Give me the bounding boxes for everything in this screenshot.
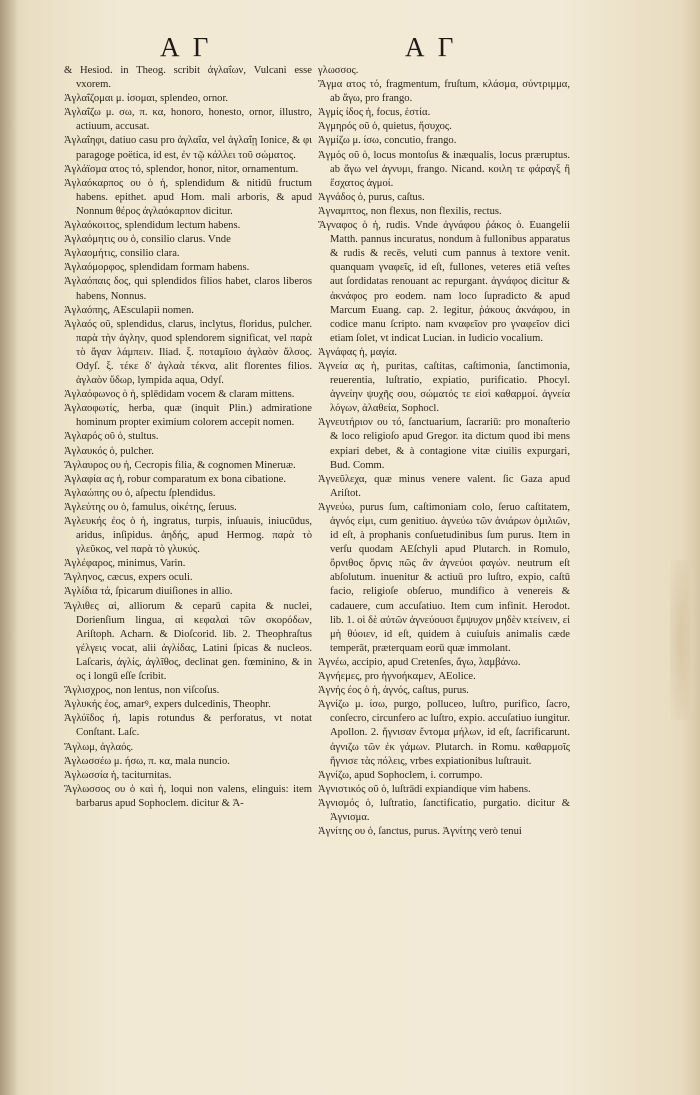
dictionary-entry: Ἀγνήεμες, pro ἠγνοήκαμεν, AEolice. [318,671,476,683]
dictionary-entry: Ἀγλευκής ἐος ὁ ἡ, ingratus, turpis, inſuauis, iniucūdus, aridus, inſipidus. ἀηδής, apud Hermog. παρὰ τὸ γλεῦκος, vel παρὰ τὸ γλυκύς. [64,516,312,556]
dictionary-entry: Ἀγλαυκός ὁ, pulcher. [64,445,154,457]
dictionary-entry: γλωσσος. [318,65,359,76]
dictionary-entry: Ἀγνάφας ἡ, μαγία. [318,346,397,358]
dictionary-entry: Ἀγλαός οῦ, splendidus, clarus, inclytus, floridus, pulcher. παρὰ τὴν ἀγλην, quod splendorem significat, vel παρὰ τὸ ἄγαν λάμπειν. Iliad. ξ. ποταμῖοιο ἀγλαὸν ἄλσος. Odyſ. ξ. τέκε δ' ἀγλαὰ τέκνα, alit florentes filios. ἀγλαὸν ὕδωρ, lympida aqua, Odyſ. [64,318,312,387]
dictionary-entry: Ἀγλαώπης ου ὁ, aſpectu ſplendidus. [64,487,216,499]
dictionary-entry: Ἀγλύϊδος ἡ, lapis rotundus & perforatus, vt notat Conſtant. Laſc. [64,713,312,739]
dictionary-entry: Ἄγμα ατος τό, fragmentum, fruſtum, κλάσμα, σύντριμμα, ab ἄγω, pro frango. [318,79,570,105]
page-gutter-shadow [0,0,18,1095]
dictionary-entry: Ἀγλίδια τά, ſpicarum diuiſiones in allio. [64,586,233,598]
dictionary-entry: Ἀγλάϊσμα ατος τό, splendor, honor, nitor, ornamentum. [64,163,299,175]
dictionary-entry: Ἄγλαυρος ου ἡ, Cecropis filia, & cognomen Mineruæ. [64,459,296,471]
right-running-header: Α Γ [405,32,458,62]
dictionary-entry: Ἄγληνος, cæcus, expers oculi. [64,572,193,584]
dictionary-entry: Ἀγλυκής ἐος, amarꝰ, expers dulcedinis, Theophr. [64,699,271,711]
dictionary-entry: Ἀγνέω, accipio, apud Cretenſes, ἄγω, λαμβάνω. [318,656,521,668]
dictionary-entry: Ἀγμίζω μ. ίσω, concutio, frango. [318,135,457,147]
dictionary-entry: Ἀγλαόκοιτος, splendidum lectum habens. [64,220,241,232]
dictionary-entry: Ἄγλωσσος ου ὁ καὶ ἡ, loqui non valens, elinguis: item barbarus apud Sophoclem. dicitur & Ἀ- [64,783,312,809]
dictionary-entry: Ἀγνίζω, apud Sophoclem, i. corrumpo. [318,769,483,781]
dictionary-entry: Ἄγλιθες αἱ, alliorum & ceparū capita & nuclei, Dorienſium lingua, αἱ κεφαλαὶ τῶν σκορόδων, Ariſtoph. Acharn. & Dioſcorid. lib. 2. Theophraſtus γέλγεις vocat, alii ἀγλίδας, Latini ſpicas & nucleos. Laſcaris, ἀγλίς, ἀγλῖθος, declinat gen. fœminino, & in ος i longū eſſe ſcribit. [64,600,312,683]
dictionary-entry: Ἀγνεία ας ἡ, puritas, caſtitas, caſtimonia, ſanctimonia, reuerentia, luſtratio, expiatio, purificatio. Phocyl. ἁγνείην ψυχῆς σου, σώματός τε εἰσὶ καθαρμοί. ἀγνεία λόγων, ἀλαθεία, Sophocl. [318,360,570,415]
right-column [318,64,570,839]
dictionary-entry: Ἀγμηρός οῦ ὁ, quietus, ἥσυχος. [318,121,452,133]
dictionary-entry: Ἀγλαομήτις, consilio clara. [64,248,180,260]
dictionary-entry: Ἀγλαόπης, AEsculapii nomen. [64,304,194,316]
dictionary-entry: Ἀγνάδος ὁ, purus, caſtus. [318,191,425,203]
dictionary-entry: Ἀγλαόφωνος ὁ ἡ, splēdidam vocem & claram mittens. [64,389,295,401]
dictionary-entry: Ἀγμός οῦ ὁ, locus montoſus & inæqualis, locus præruptus. ab ἄγω vel ἀγνυμι, frango. Nicand. κοιλη τε φάραγξ ἢ ἔσχατος ἀγμοί. [318,149,570,189]
dictionary-entry: Ἀγλαΐζω μ. σω, π. κα, honoro, honesto, ornor, illustro, actiuum, accusat. [64,107,312,133]
dictionary-entry: Ἀγναμπτος, non flexus, non flexilis, rectus. [318,205,502,217]
paper-stain [670,560,690,720]
dictionary-entry: Ἀγλαρός οῦ ὁ, stultus. [64,431,159,443]
dictionary-entry: Ἀγλωσσέω μ. ήσω, π. κα, mala nuncio. [64,755,230,767]
left-running-header: Α Γ [160,32,213,62]
dictionary-entry: Ἀγνίτης ου ὁ, ſanctus, purus. Ἀγνίτης verò tenui [318,826,522,838]
dictionary-entry: Ἄγλισχρος, non lentus, non viſcoſus. [64,685,220,697]
dictionary-entry: Ἀγλαόμορφος, splendidam formam habens. [64,262,250,274]
dictionary-entry: Ἀγλεύτης ου ὁ, famulus, οἰκέτης, ſeruus. [64,501,237,513]
dictionary-entry: Ἀγμίς ίδος ἡ, focus, ἑστία. [318,107,431,119]
dictionary-entry: Ἄγλωμ, ἀγλαός. [64,741,134,753]
left-column [64,64,312,811]
dictionary-entry: Ἀγλαΐζομαι μ. ίσομαι, splendeo, ornor. [64,93,229,105]
dictionary-entry: Ἀγνίζω μ. ίσω, purgo, polluceo, luſtro, purifico, ſacro, conſecro, circunfero ac luſtro, expio. accuſatiuo iungitur. Apollon. 2. ἥγνισαν ἔντομα μήλων, id eſt, ſacrificarunt. ἀγνιζω τῶν ἐκ γάμων. Plutarch. in Romu. καθαρμοῖς ἥγνισε τὰς πόλεις, vrbes expiationibus luſtrauit. [318,699,570,767]
dictionary-entry: Ἀγνεύω, purus ſum, caſtimoniam colo, ſeruo caſtitatem, ἁγνός εἰμι, cum genitiuo. ἁγνεύω τῶν ἀνιάρων ὁμιλιῶν, id eſt, à prophanis conſuetudinibus ſum purus. Item in verſu quodam AEſchyli apud Plutarch. in Romulo, ὄρνιθος ὄρνις πῶς ἂν ἁγνεύοι φαγών. neutrum eſt abſolutum. inuenitur & actiuū pro luſtro, expio, caſtū facio, religioſe obſeruo, mundifico à venereis & cadauere, cum accuſatiuo. Item cum infinit. Herodot. lib. 1. οἱ δὲ αὐτῶν ἀγνεύουσι ἔμψυχον μηδὲν κτείνειν, εἰ μὴ θύοιεν, id eſt, quidem à cuiuſuis animalis cæde temperāt, præterquam eorū quæ immolant. [318,501,570,654]
dictionary-entry: Ἀγλαόκαρπος ου ὁ ἡ, splendidum & nitidū fructum habens. epithet. apud Hom. mali arboris, & apud Nonnum θέρος ἀγλαόκαρπον dicitur. [64,177,312,217]
dictionary-entry: & Hesiod. in Theog. scribit ἀγλαΐων, Vulcani esse vxorem. [64,65,312,91]
dictionary-entry: Ἀγνευτήριον ου τό, ſanctuarium, ſacrariū: pro monaſterio & loco religioſo apud Gregor. ita dictum quod ibi mens expiari debet, & à contagione vitæ ciuilis expurgari, Bud. Comm. [318,417,570,471]
dictionary-entry: Ἀγνισμός ὁ, luſtratio, ſanctificatio, purgatio. dicitur & Ἀγνισμα. [318,797,570,823]
dictionary-entry: Ἀγνιστικός οῦ ὁ, luſtrādi expiandique vim habens. [318,783,531,795]
dictionary-entry: Ἀγλαόπαις δος, qui splendidos filios habet, claros liberos habens, Nonnus. [64,276,312,302]
dictionary-entry: Ἀγνεῦλεχα, quæ minus venere valent. ſic Gaza apud Ariſtot. [318,473,570,499]
dictionary-entry: Ἀγλαόμητις ου ὁ, consilio clarus. Vnde [64,234,231,246]
dictionary-entry: Ἀγλωσσία ἡ, taciturnitas. [64,769,172,781]
dictionary-entry: Ἄγναφος ὁ ἡ, rudis. Vnde ἀγνάφου ῥάκος ὁ. Euangelii Matth. pannus incuratus, nondum à fullonibus apparatus & rudis & recēs, veluti cum pannus à textore venit. quanquam γναφεῖς, id eſt, fullones, veteres etiā veſtes aut ſordidatas renouant ac repurgant. ἀγνάφος dicitur & ἀκνάφος pro eodem. nam loco ſupradicto & apud Marcum Euang. cap. 2. legitur, ῥάκους ἀκνάφου, in codice manu ſcripto. nam κναφεῖον pro γναφεῖον dici etiam ſolet, vt indicat Lucian. in Iudicio vocalium. [318,220,570,344]
dictionary-entry: Ἀγνής έος ὁ ἡ, ἁγνός, caſtus, purus. [318,685,469,697]
dictionary-entry: Ἀγλαΐηφι, datiuo casu pro ἀγλαΐα, vel ἀγλαΐῃ Ionice, & φι paragoge poëtica, id est, ἐν τῷ κάλλει τοῦ σώματος. [64,135,312,161]
dictionary-entry: Ἀγλαφία ας ἡ, robur comparatum ex bona cibatione. [64,473,286,485]
dictionary-entry: Ἀγλαοφωτίς, herba, quæ (inquit Plin.) admiratione hominum propter eximium colorem accepit nomen. [64,403,312,429]
dictionary-entry: Ἀγλέφαρος, minimus, Varin. [64,558,186,570]
